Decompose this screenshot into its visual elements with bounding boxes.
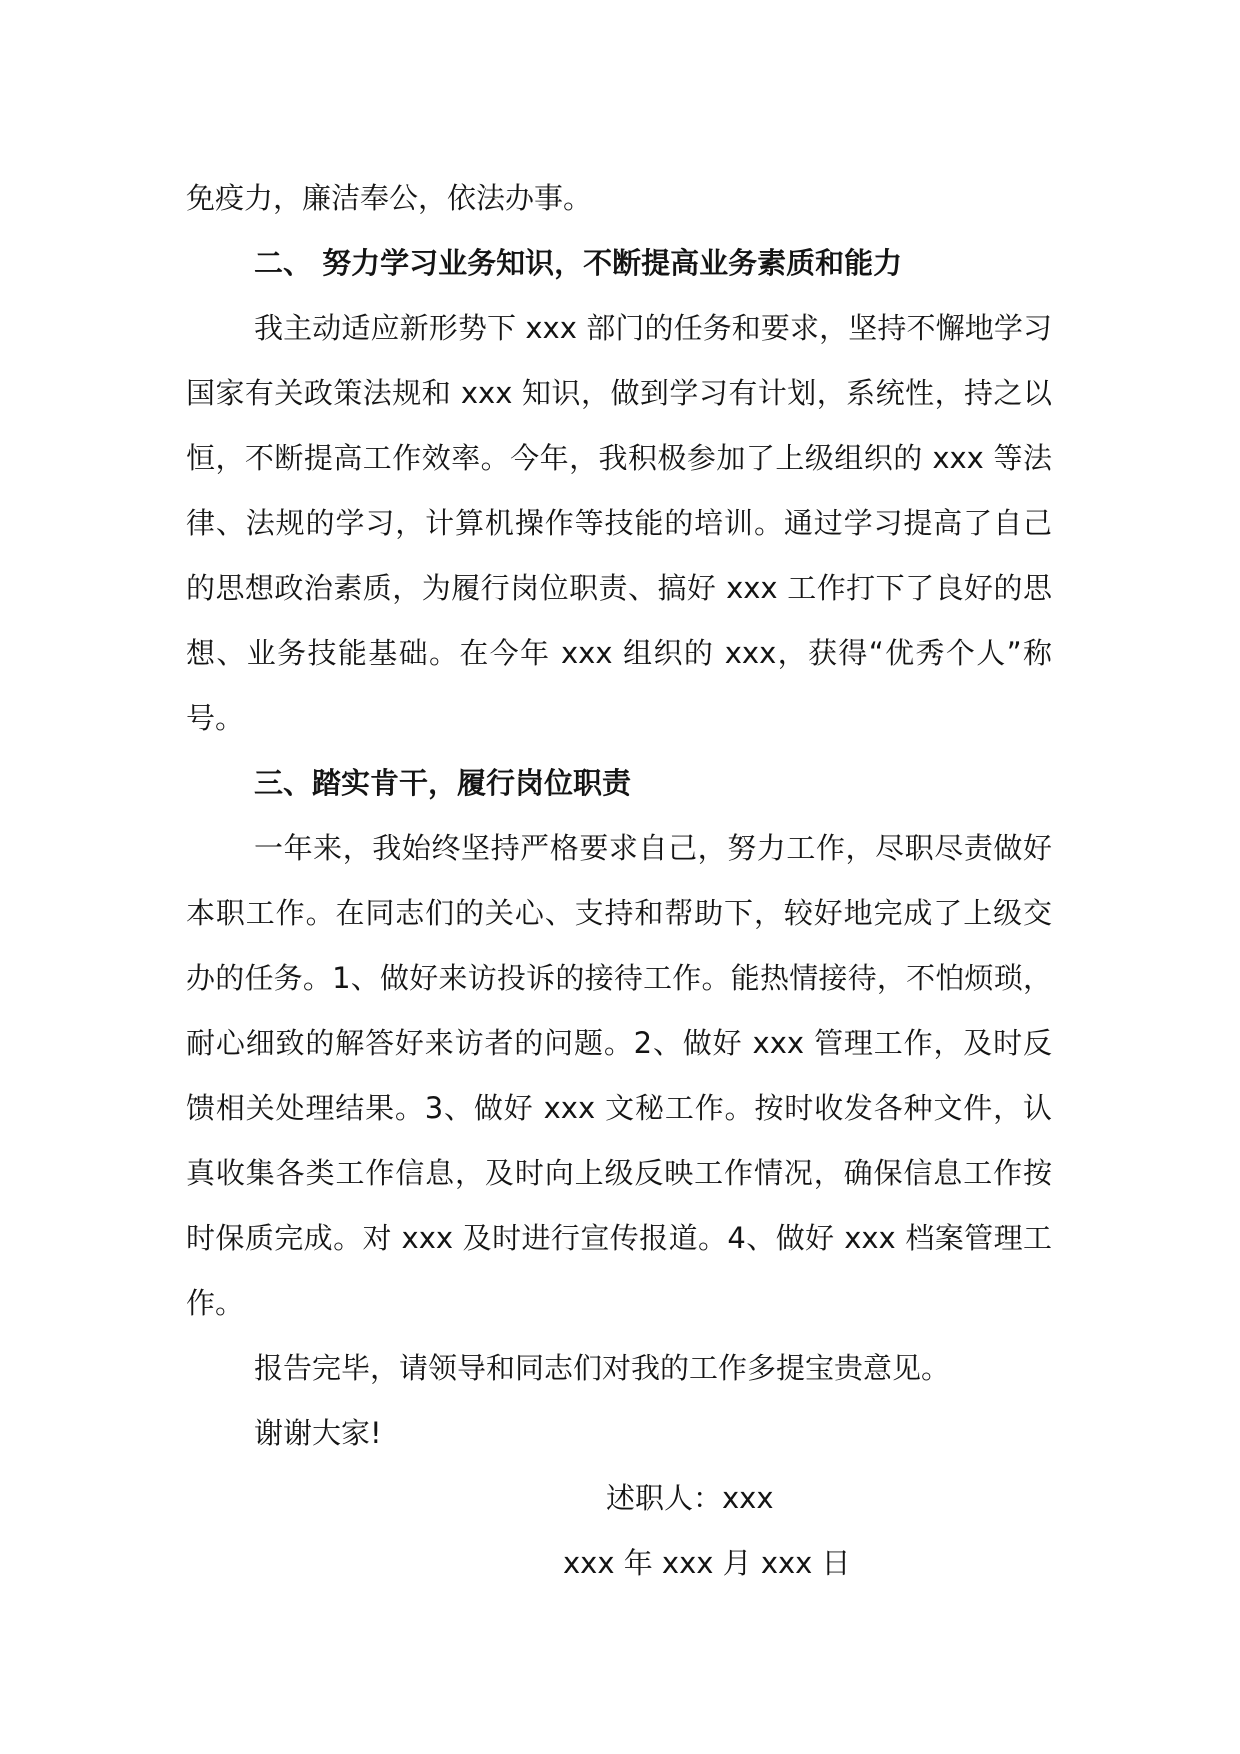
closing-line: 报告完毕，请领导和同志们对我的工作多提宝贵意见。 [254, 1351, 951, 1385]
section-2-line: 号。 [186, 701, 245, 735]
section-2-line: 律、法规的学习，计算机操作等技能的培训。通过学习提高了自己 [186, 506, 1052, 540]
section-3-line: 时保质完成。对 xxx 及时进行宣传报道。4、做好 xxx 档案管理工 [186, 1221, 1052, 1255]
section-2-line: 想、业务技能基础。在今年 xxx 组织的 xxx，获得“优秀个人”称 [186, 636, 1052, 670]
section-2-line: 的思想政治素质，为履行岗位职责、搞好 xxx 工作打下了良好的思 [186, 571, 1052, 605]
continuation-line: 免疫力，廉洁奉公，依法办事。 [186, 181, 593, 215]
section-3-line: 馈相关处理结果。3、做好 xxx 文秘工作。按时收发各种文件，认 [186, 1091, 1052, 1125]
date-line: xxx 年 xxx 月 xxx 日 [563, 1546, 851, 1580]
section-3-line: 一年来，我始终坚持严格要求自己，努力工作，尽职尽责做好 [254, 831, 1052, 865]
section-2-line: 国家有关政策法规和 xxx 知识，做到学习有计划，系统性，持之以 [186, 376, 1052, 410]
section-2-line: 恒，不断提高工作效率。今年，我积极参加了上级组织的 xxx 等法 [186, 441, 1052, 475]
section-3-line: 耐心细致的解答好来访者的问题。2、做好 xxx 管理工作，及时反 [186, 1026, 1052, 1060]
signature-line: 述职人：xxx [606, 1481, 774, 1515]
section-2-heading: 二、 努力学习业务知识，不断提高业务素质和能力 [254, 246, 903, 280]
section-3-line: 作。 [186, 1286, 245, 1320]
section-3-line: 真收集各类工作信息，及时向上级反映工作情况，确保信息工作按 [186, 1156, 1052, 1190]
section-2-line: 我主动适应新形势下 xxx 部门的任务和要求，坚持不懈地学习 [254, 311, 1052, 345]
section-3-line: 办的任务。1、做好来访投诉的接待工作。能热情接待，不怕烦琐， [186, 961, 1052, 995]
section-3-line: 本职工作。在同志们的关心、支持和帮助下，较好地完成了上级交 [186, 896, 1052, 930]
section-3-heading: 三、踏实肯干，履行岗位职责 [254, 766, 632, 800]
thanks-line: 谢谢大家! [254, 1416, 382, 1450]
